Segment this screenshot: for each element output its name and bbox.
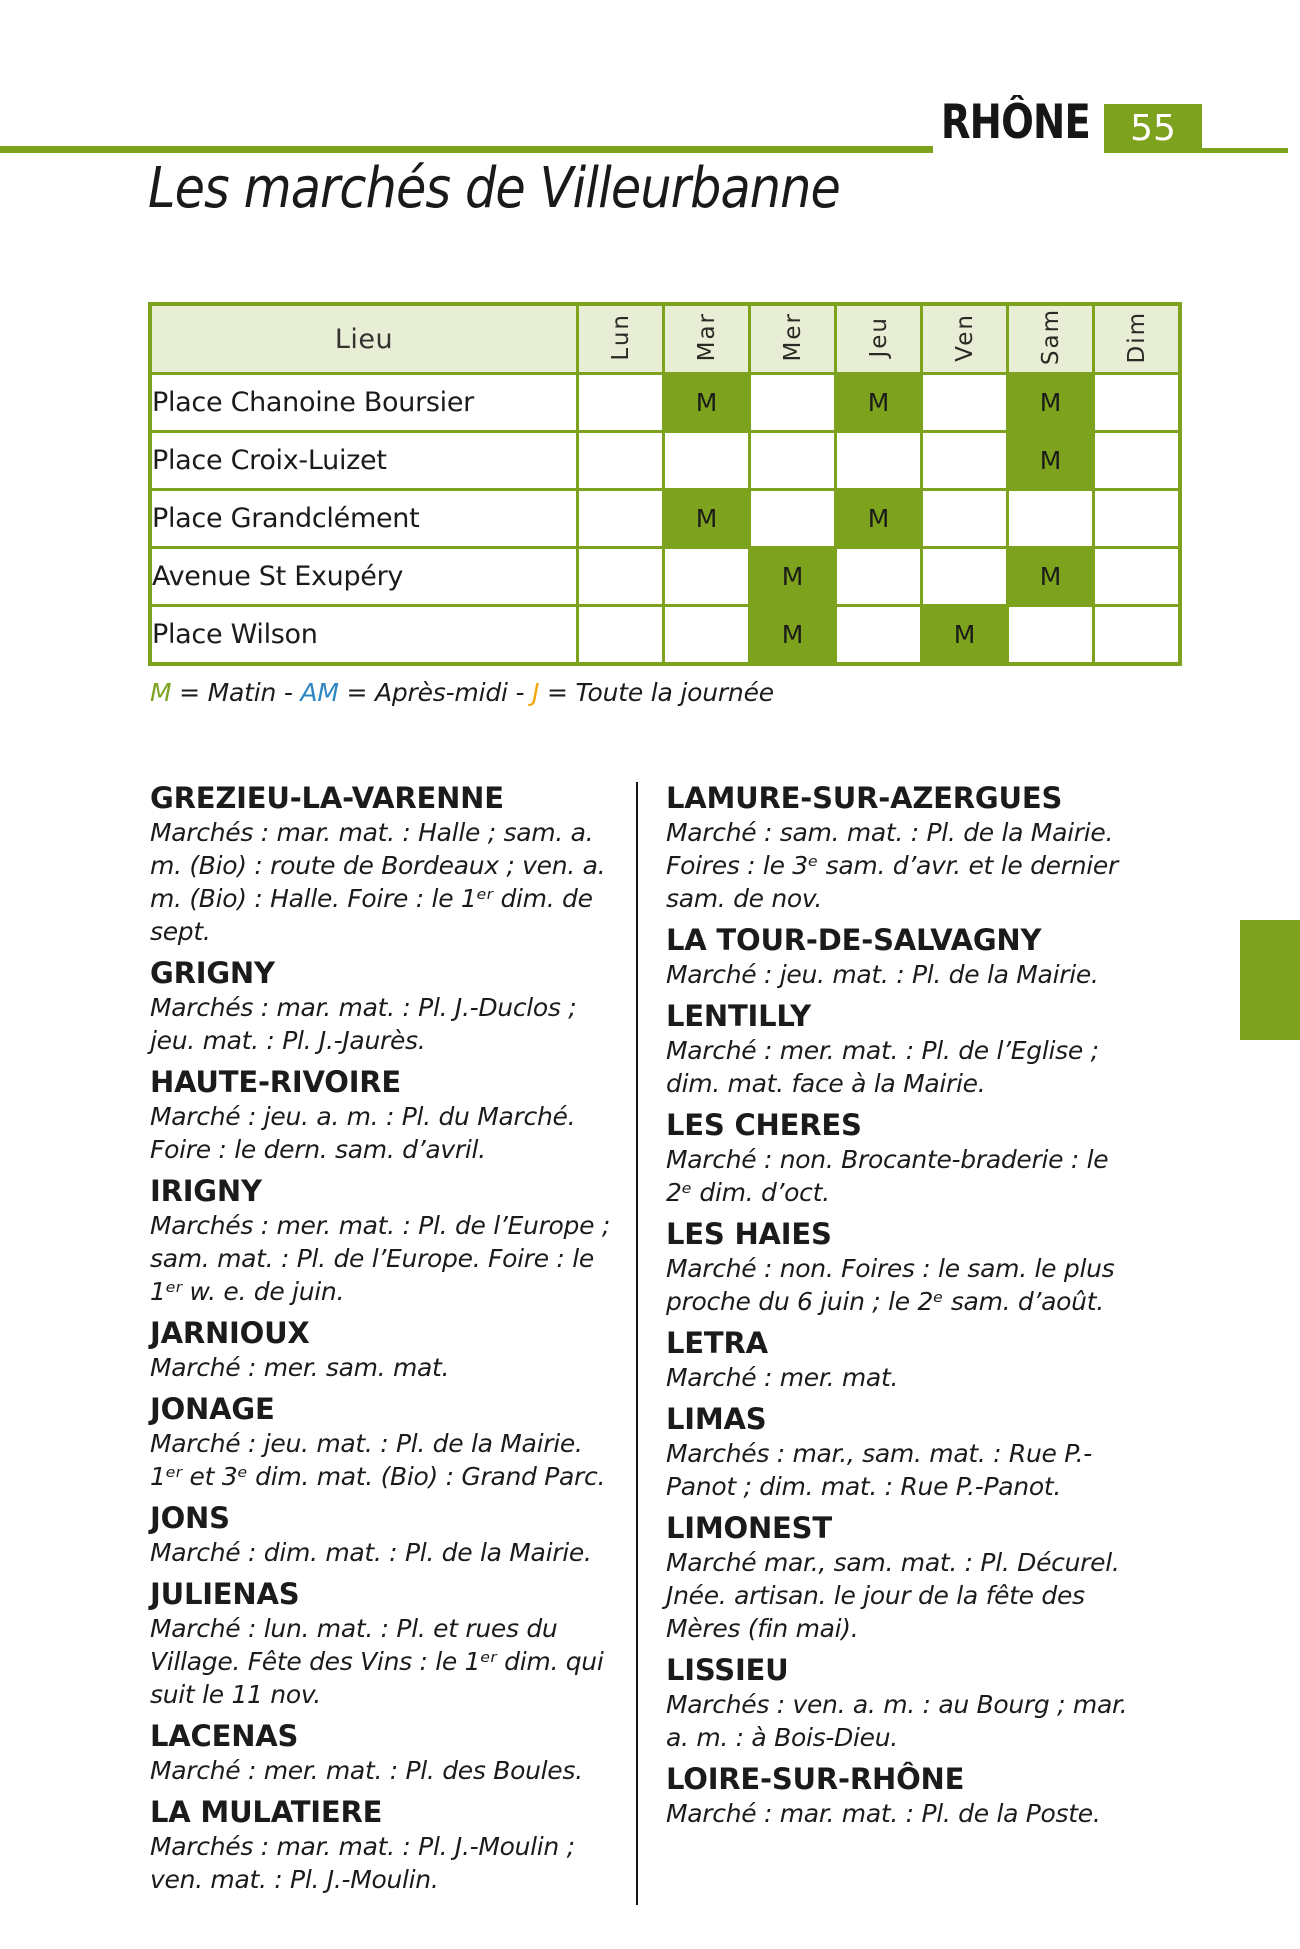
day-cell bbox=[836, 606, 922, 665]
town-name: LA MULATIERE bbox=[150, 1795, 383, 1829]
day-cell bbox=[664, 548, 750, 606]
day-cell bbox=[836, 432, 922, 490]
day-cell bbox=[578, 606, 664, 665]
day-cell bbox=[578, 374, 664, 432]
market-entry bbox=[666, 782, 1140, 915]
town-name: JONAGE bbox=[150, 1392, 275, 1426]
town-name: JULIENAS bbox=[150, 1577, 300, 1611]
day-cell bbox=[1008, 606, 1094, 665]
column-header-jeu bbox=[836, 304, 922, 374]
town-name: LACENAS bbox=[150, 1719, 299, 1753]
market-details: Marché : jeu. mat. : Pl. de la Mairie. bbox=[666, 960, 1099, 989]
market-entry bbox=[150, 1578, 622, 1711]
market-entry bbox=[150, 782, 622, 948]
market-details: Marchés : mer. mat. : Pl. de l’Europe ; sam. mat. : Pl. de l’Europe. Foire : le 1ᵉʳ w. e. de juin. bbox=[150, 1211, 610, 1306]
day-cell bbox=[1094, 432, 1181, 490]
day-cell: M bbox=[1008, 548, 1094, 606]
market-location: Place Grandclément bbox=[150, 490, 578, 548]
town-name: GRIGNY bbox=[150, 956, 275, 990]
day-cell bbox=[578, 432, 664, 490]
market-details: Marché : sam. mat. : Pl. de la Mairie. Foires : le 3ᵉ sam. d’avr. et le dernier sam. de nov. bbox=[666, 818, 1118, 913]
day-cell bbox=[922, 548, 1008, 606]
day-cell: M bbox=[836, 490, 922, 548]
column-header-lun bbox=[578, 304, 664, 374]
page-number-badge bbox=[1104, 104, 1202, 153]
market-entry bbox=[666, 1654, 1140, 1754]
market-entry bbox=[666, 1327, 1140, 1394]
town-name: LAMURE-SUR-AZERGUES bbox=[666, 781, 1063, 815]
column-header-mar bbox=[664, 304, 750, 374]
market-entry bbox=[666, 1109, 1140, 1209]
market-details: Marché : non. Brocante-braderie : le 2ᵉ dim. d’oct. bbox=[666, 1145, 1109, 1207]
market-entry bbox=[150, 1796, 622, 1896]
day-cell bbox=[1008, 490, 1094, 548]
town-name: LES HAIES bbox=[666, 1217, 832, 1251]
town-name: LIMONEST bbox=[666, 1511, 832, 1545]
day-label: Dim bbox=[1123, 310, 1150, 364]
legend-text: = Toute la journée bbox=[539, 678, 774, 707]
listings-right-column bbox=[666, 782, 1140, 1905]
table-row bbox=[150, 374, 1180, 432]
town-name: HAUTE-RIVOIRE bbox=[150, 1065, 402, 1099]
market-details: Marché : jeu. mat. : Pl. de la Mairie. 1ᵉʳ et 3ᵉ dim. mat. (Bio) : Grand Parc. bbox=[150, 1429, 606, 1491]
market-entry bbox=[150, 1175, 622, 1308]
header-rule-left bbox=[0, 146, 933, 153]
day-cell bbox=[922, 432, 1008, 490]
legend-symbol-all-day: J bbox=[532, 678, 540, 707]
page-title: Les marchés de Villeurbanne bbox=[148, 156, 840, 221]
table-row bbox=[150, 606, 1180, 665]
market-entry bbox=[666, 1763, 1140, 1830]
day-cell bbox=[578, 548, 664, 606]
market-details: Marché : jeu. a. m. : Pl. du Marché. Foire : le dern. sam. d’avril. bbox=[150, 1102, 576, 1164]
column-header-sam bbox=[1008, 304, 1094, 374]
market-details: Marché : mer. mat. bbox=[666, 1363, 899, 1392]
day-label: Ven bbox=[951, 312, 978, 362]
day-cell bbox=[1094, 548, 1181, 606]
day-cell: M bbox=[750, 548, 836, 606]
day-cell bbox=[922, 490, 1008, 548]
market-details: Marchés : mar. mat. : Pl. J.-Moulin ; ven. mat. : Pl. J.-Moulin. bbox=[150, 1832, 575, 1894]
day-cell bbox=[750, 490, 836, 548]
market-location: Place Chanoine Boursier bbox=[150, 374, 578, 432]
market-details: Marché : mer. mat. : Pl. de l’Eglise ; dim. mat. face à la Mairie. bbox=[666, 1036, 1099, 1098]
day-label: Sam bbox=[1037, 308, 1064, 366]
town-name: LENTILLY bbox=[666, 999, 811, 1033]
market-details: Marché : mar. mat. : Pl. de la Poste. bbox=[666, 1799, 1101, 1828]
table-row bbox=[150, 490, 1180, 548]
market-location: Place Croix-Luizet bbox=[150, 432, 578, 490]
day-cell bbox=[1094, 490, 1181, 548]
day-cell: M bbox=[1008, 374, 1094, 432]
column-divider bbox=[636, 782, 638, 1905]
town-name: LOIRE-SUR-RHÔNE bbox=[666, 1762, 965, 1796]
page-number: 55 bbox=[1130, 107, 1176, 149]
day-label: Jeu bbox=[865, 316, 892, 358]
town-name: LISSIEU bbox=[666, 1653, 789, 1687]
market-entry bbox=[666, 1218, 1140, 1318]
region-title: RHÔNE bbox=[940, 95, 1090, 150]
column-header-ven bbox=[922, 304, 1008, 374]
section-edge-tab bbox=[1240, 920, 1300, 1040]
market-entry bbox=[666, 1512, 1140, 1645]
day-cell: M bbox=[1008, 432, 1094, 490]
column-header-lieu: Lieu bbox=[150, 304, 578, 374]
market-entry bbox=[666, 1000, 1140, 1100]
market-details: Marché : dim. mat. : Pl. de la Mairie. bbox=[150, 1538, 592, 1567]
market-details: Marchés : mar., sam. mat. : Rue P.-Panot ; dim. mat. : Rue P.-Panot. bbox=[666, 1439, 1092, 1501]
day-cell bbox=[1094, 606, 1181, 665]
legend-symbol-morning: M bbox=[150, 678, 172, 707]
town-name: LETRA bbox=[666, 1326, 768, 1360]
day-cell bbox=[750, 432, 836, 490]
market-entry bbox=[150, 1720, 622, 1787]
day-cell bbox=[1094, 374, 1181, 432]
market-details: Marchés : ven. a. m. : au Bourg ; mar. a. m. : à Bois-Dieu. bbox=[666, 1690, 1128, 1752]
legend-text: = Après-midi - bbox=[338, 678, 533, 707]
day-cell: M bbox=[922, 606, 1008, 665]
day-label: Mar bbox=[693, 312, 720, 362]
market-details: Marché mar., sam. mat. : Pl. Décurel. Jnée. artisan. le jour de la fête des Mères (fin mai). bbox=[666, 1548, 1120, 1643]
town-name: LA TOUR-DE-SALVAGNY bbox=[666, 923, 1042, 957]
market-entry bbox=[150, 1502, 622, 1569]
town-name: JARNIOUX bbox=[150, 1316, 310, 1350]
day-label: Lun bbox=[607, 313, 634, 361]
day-cell bbox=[922, 374, 1008, 432]
table-row bbox=[150, 432, 1180, 490]
listings bbox=[150, 782, 1142, 1905]
day-cell bbox=[664, 432, 750, 490]
day-cell bbox=[578, 490, 664, 548]
market-details: Marché : mer. mat. : Pl. des Boules. bbox=[150, 1756, 583, 1785]
day-cell: M bbox=[836, 374, 922, 432]
day-cell bbox=[836, 548, 922, 606]
market-details: Marché : lun. mat. : Pl. et rues du Village. Fête des Vins : le 1ᵉʳ dim. qui suit le 11 nov. bbox=[150, 1614, 604, 1709]
table-row bbox=[150, 548, 1180, 606]
market-entry bbox=[150, 1393, 622, 1493]
market-entry bbox=[150, 1317, 622, 1384]
column-header-dim bbox=[1094, 304, 1181, 374]
market-details: Marchés : mar. mat. : Halle ; sam. a. m. (Bio) : route de Bordeaux ; ven. a. m. (Bio) : Halle. Foire : le 1ᵉʳ dim. de sept. bbox=[150, 818, 606, 946]
town-name: LIMAS bbox=[666, 1402, 767, 1436]
market-details: Marchés : mar. mat. : Pl. J.-Duclos ; jeu. mat. : Pl. J.-Jaurès. bbox=[150, 993, 577, 1055]
column-header-mer bbox=[750, 304, 836, 374]
day-cell: M bbox=[750, 606, 836, 665]
market-details: Marché : mer. sam. mat. bbox=[150, 1353, 450, 1382]
town-name: LES CHERES bbox=[666, 1108, 862, 1142]
market-entry bbox=[150, 1066, 622, 1166]
market-details: Marché : non. Foires : le sam. le plus proche du 6 juin ; le 2ᵉ sam. d’août. bbox=[666, 1254, 1115, 1316]
town-name: GREZIEU-LA-VARENNE bbox=[150, 781, 504, 815]
legend-text: = Matin - bbox=[171, 678, 301, 707]
legend-symbol-afternoon: AM bbox=[300, 678, 339, 707]
day-cell bbox=[750, 374, 836, 432]
table-header-row bbox=[150, 304, 1180, 374]
day-cell bbox=[664, 606, 750, 665]
market-entry bbox=[666, 1403, 1140, 1503]
town-name: JONS bbox=[150, 1501, 230, 1535]
market-entry bbox=[666, 924, 1140, 991]
town-name: IRIGNY bbox=[150, 1174, 262, 1208]
markets-table bbox=[148, 302, 1182, 666]
listings-left-column bbox=[150, 782, 622, 1905]
header-rule-right bbox=[1202, 148, 1288, 153]
market-entry bbox=[150, 957, 622, 1057]
market-location: Avenue St Exupéry bbox=[150, 548, 578, 606]
market-location: Place Wilson bbox=[150, 606, 578, 665]
day-label: Mer bbox=[779, 312, 806, 362]
day-cell: M bbox=[664, 490, 750, 548]
legend bbox=[150, 678, 774, 707]
day-cell: M bbox=[664, 374, 750, 432]
